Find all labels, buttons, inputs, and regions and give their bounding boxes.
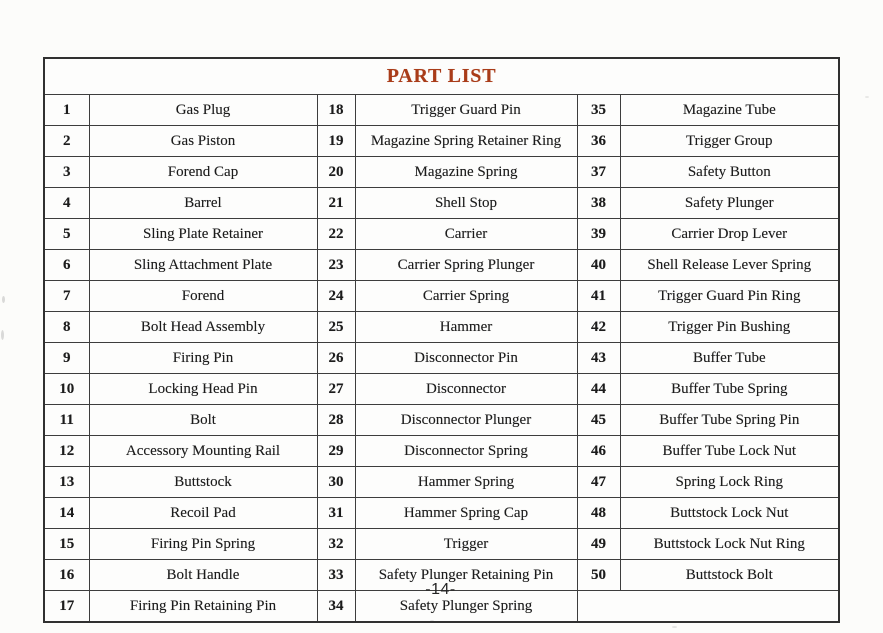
part-number-cell: 16 (44, 560, 89, 591)
part-name-cell: Carrier Spring Plunger (355, 250, 577, 281)
part-name-cell: Shell Stop (355, 188, 577, 219)
part-name-cell: Hammer Spring Cap (355, 498, 577, 529)
table-row (44, 219, 839, 250)
part-name-cell: Magazine Spring (355, 157, 577, 188)
part-name-cell: Magazine Spring Retainer Ring (355, 126, 577, 157)
part-number-cell: 45 (577, 405, 620, 436)
part-name-cell: Forend (89, 281, 317, 312)
part-number-cell: 9 (44, 343, 89, 374)
part-number-cell: 4 (44, 188, 89, 219)
part-name-cell: Sling Attachment Plate (89, 250, 317, 281)
part-name-cell: Buttstock Bolt (620, 560, 839, 591)
part-name-cell: Safety Button (620, 157, 839, 188)
part-name-cell: Spring Lock Ring (620, 467, 839, 498)
part-number-cell: 2 (44, 126, 89, 157)
part-name-cell: Bolt Head Assembly (89, 312, 317, 343)
part-name-cell: Buttstock Lock Nut Ring (620, 529, 839, 560)
part-number-cell: 19 (317, 126, 355, 157)
part-name-cell: Carrier Drop Lever (620, 219, 839, 250)
part-name-cell: Accessory Mounting Rail (89, 436, 317, 467)
table-row (44, 126, 839, 157)
table-row (44, 250, 839, 281)
part-number-cell: 15 (44, 529, 89, 560)
table-row (44, 157, 839, 188)
title-row (44, 58, 839, 95)
part-number-cell: 6 (44, 250, 89, 281)
part-number-cell: 28 (317, 405, 355, 436)
part-number-cell: 49 (577, 529, 620, 560)
part-name-cell: Bolt Handle (89, 560, 317, 591)
part-name-cell: Buttstock (89, 467, 317, 498)
part-number-cell: 20 (317, 157, 355, 188)
table-row (44, 467, 839, 498)
table-row (44, 405, 839, 436)
part-name-cell: Trigger Guard Pin (355, 95, 577, 126)
part-name-cell: Sling Plate Retainer (89, 219, 317, 250)
part-number-cell: 30 (317, 467, 355, 498)
part-name-cell: Buffer Tube (620, 343, 839, 374)
part-number-cell: 39 (577, 219, 620, 250)
part-name-cell: Magazine Tube (620, 95, 839, 126)
table-row (44, 312, 839, 343)
part-table-body (44, 58, 839, 622)
part-name-cell: Gas Piston (89, 126, 317, 157)
part-name-cell: Firing Pin Retaining Pin (89, 591, 317, 623)
part-name-cell: Trigger Group (620, 126, 839, 157)
part-name-cell: Carrier (355, 219, 577, 250)
part-number-cell: 23 (317, 250, 355, 281)
part-number-cell: 40 (577, 250, 620, 281)
part-name-cell: Disconnector (355, 374, 577, 405)
part-number-cell: 1 (44, 95, 89, 126)
part-name-cell: Trigger Guard Pin Ring (620, 281, 839, 312)
scan-artifact (1, 330, 4, 340)
part-name-cell: Forend Cap (89, 157, 317, 188)
part-number-cell: 44 (577, 374, 620, 405)
page-number: -14- (425, 581, 456, 598)
part-number-cell: 29 (317, 436, 355, 467)
part-name-cell: Trigger (355, 529, 577, 560)
part-name-cell: Recoil Pad (89, 498, 317, 529)
part-name-cell: Buttstock Lock Nut (620, 498, 839, 529)
table-row (44, 343, 839, 374)
scan-artifact (672, 626, 677, 628)
table-row (44, 436, 839, 467)
part-name-cell: Shell Release Lever Spring (620, 250, 839, 281)
part-number-cell: 36 (577, 126, 620, 157)
part-number-cell: 7 (44, 281, 89, 312)
scan-artifact (2, 296, 5, 303)
part-number-cell: 32 (317, 529, 355, 560)
part-number-cell: 13 (44, 467, 89, 498)
part-number-cell: 10 (44, 374, 89, 405)
part-number-cell: 3 (44, 157, 89, 188)
table-row (44, 529, 839, 560)
part-name-cell: Firing Pin (89, 343, 317, 374)
part-number-cell: 14 (44, 498, 89, 529)
part-name-cell: Safety Plunger (620, 188, 839, 219)
part-number-cell: 18 (317, 95, 355, 126)
part-number-cell: 38 (577, 188, 620, 219)
part-name-cell: Bolt (89, 405, 317, 436)
part-number-cell: 48 (577, 498, 620, 529)
part-number-cell: 34 (317, 591, 355, 623)
part-number-cell: 22 (317, 219, 355, 250)
part-name-cell: Disconnector Spring (355, 436, 577, 467)
part-number-cell: 8 (44, 312, 89, 343)
scan-artifact (430, 620, 434, 622)
part-number-cell: 33 (317, 560, 355, 591)
part-name-cell: Hammer Spring (355, 467, 577, 498)
part-name-cell: Carrier Spring (355, 281, 577, 312)
part-name-cell: Buffer Tube Spring (620, 374, 839, 405)
part-number-cell: 46 (577, 436, 620, 467)
scan-artifact (865, 96, 869, 98)
part-name-cell: Gas Plug (89, 95, 317, 126)
page-title: PART LIST (44, 58, 839, 95)
table-row (44, 374, 839, 405)
part-number-cell: 31 (317, 498, 355, 529)
part-number-cell: 41 (577, 281, 620, 312)
part-name-cell: Locking Head Pin (89, 374, 317, 405)
part-name-cell: Firing Pin Spring (89, 529, 317, 560)
part-name-cell: Barrel (89, 188, 317, 219)
table-row (44, 95, 839, 126)
part-number-cell: 37 (577, 157, 620, 188)
part-number-cell: 47 (577, 467, 620, 498)
part-number-cell: 17 (44, 591, 89, 623)
part-number-cell: 11 (44, 405, 89, 436)
part-number-cell: 24 (317, 281, 355, 312)
table-row (44, 498, 839, 529)
table-row (44, 281, 839, 312)
part-name-cell: Buffer Tube Lock Nut (620, 436, 839, 467)
part-number-cell: 35 (577, 95, 620, 126)
part-number-cell: 5 (44, 219, 89, 250)
part-name-cell: Buffer Tube Spring Pin (620, 405, 839, 436)
part-number-cell: 26 (317, 343, 355, 374)
part-number-cell: 43 (577, 343, 620, 374)
part-name-cell: Safety Plunger Spring (355, 591, 577, 623)
part-name-cell: Disconnector Pin (355, 343, 577, 374)
part-number-cell: 27 (317, 374, 355, 405)
part-number-cell: 12 (44, 436, 89, 467)
table-row (44, 188, 839, 219)
part-number-cell: 21 (317, 188, 355, 219)
part-list-table (43, 57, 840, 623)
part-name-cell: Disconnector Plunger (355, 405, 577, 436)
part-number-cell: 42 (577, 312, 620, 343)
part-name-cell: Hammer (355, 312, 577, 343)
part-number-cell: 25 (317, 312, 355, 343)
part-name-cell: Trigger Pin Bushing (620, 312, 839, 343)
part-number-cell: 50 (577, 560, 620, 591)
part-name-cell: Safety Plunger Retaining Pin (355, 560, 577, 591)
